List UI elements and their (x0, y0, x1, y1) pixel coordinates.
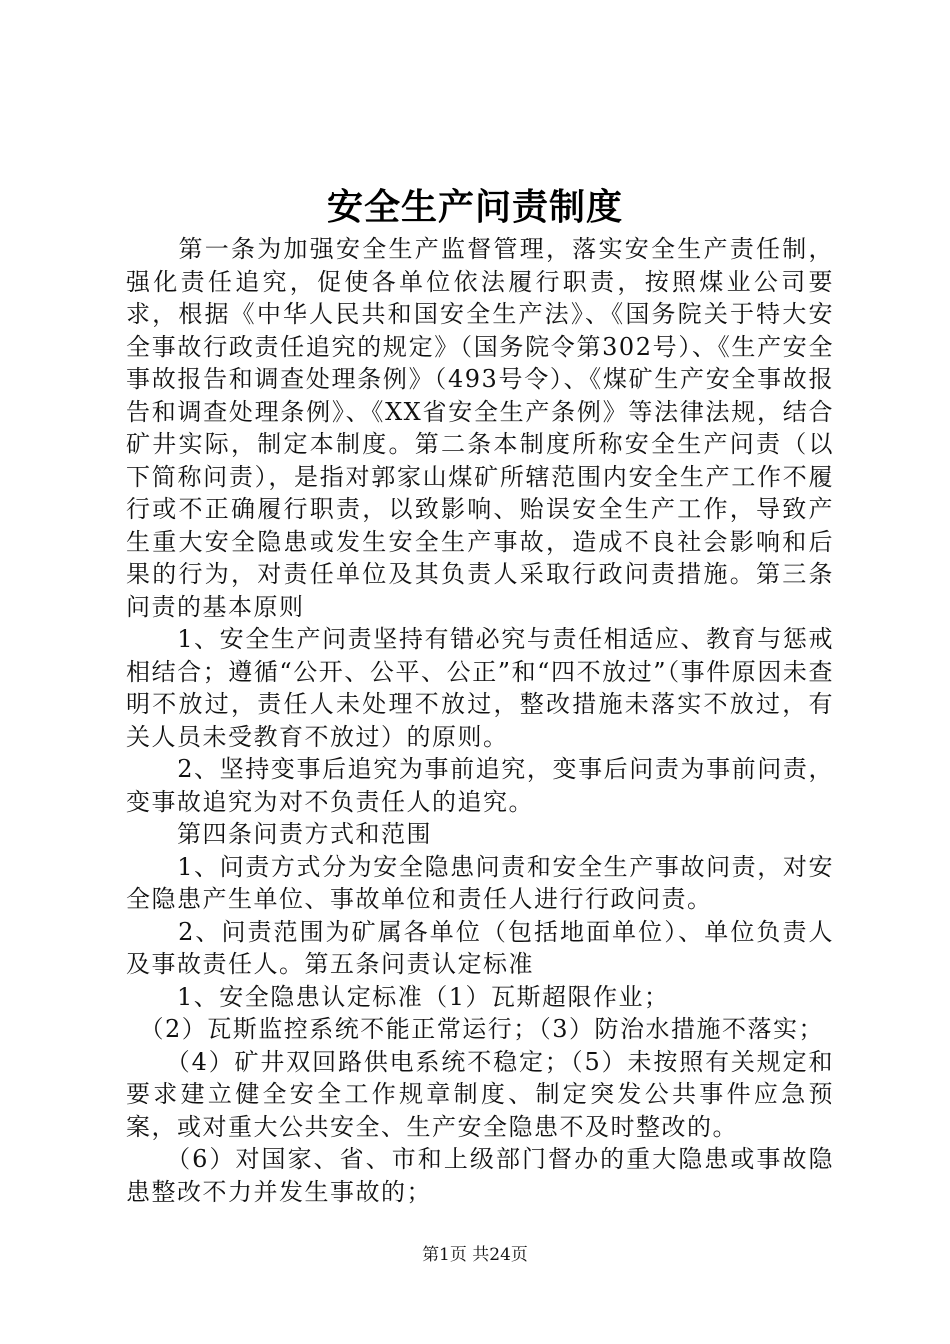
paragraph-standard-4-5: （4）矿井双回路供电系统不稳定；（5）未按照有关规定和要求建立健全安全工作规章制度、制定突发公共事件应急预案，或对重大公共安全、生产安全隐患不及时整改的。 (126, 1047, 834, 1141)
paragraph-principle-2: 2、坚持变事后追究为事前追究，变事后问责为事前问责，变事故追究为对不负责任人的追究。 (126, 755, 834, 816)
paragraph-article-1-3: 第一条为加强安全生产监督管理，落实安全生产责任制，强化责任追究，促使各单位依法履行职责，按照煤业公司要求，根据《中华人民共和国安全生产法》、《国务院关于特大安全事故行政责任追究的规定》（国务院令第302号）、《生产安全事故报告和调查处理条例》（493号令）、《煤矿生产安全事故报告和调查处理条例》、《XX省安全生产条例》等法律法规，结合矿井实际，制定本制度。第二条本制度所称安全生产问责（以下简称问责），是指对郭家山煤矿所辖范围内安全生产工作不履行或不正确履行职责，以致影响、贻误安全生产工作，导致产生重大安全隐患或发生安全生产事故，造成不良社会影响和后果的行为，对责任单位及其负责人采取行政问责措施。第三条问责的基本原则 (126, 235, 834, 621)
document-title: 安全生产问责制度 (326, 186, 623, 228)
document-body (126, 233, 834, 1208)
paragraph-scope-1: 1、问责方式分为安全隐患问责和安全生产事故问责，对安全隐患产生单位、事故单位和责任人进行行政问责。 (126, 852, 834, 913)
paragraph-article-4-heading: 第四条问责方式和范围 (126, 820, 432, 848)
paragraph-standard-1: 1、安全隐患认定标准（1）瓦斯超限作业； (126, 982, 670, 1011)
paragraph-standard-6: （6）对国家、省、市和上级部门督办的重大隐患或事故隐患整改不力并发生事故的； (126, 1145, 834, 1206)
page-number-footer: 第1页 共24页 (422, 1245, 528, 1265)
paragraph-principle-1: 1、安全生产问责坚持有错必究与责任相适应、教育与惩戒相结合；遵循“公开、公平、公正”和“四不放过”（事件原因未查明不放过，责任人未处理不放过，整改措施未落实不放过，有关人员未受教育不放过）的原则。 (126, 625, 834, 751)
paragraph-standard-2-3: （2）瓦斯监控系统不能正常运行；（3）防治水措施不落实； (126, 1015, 825, 1043)
paragraph-scope-2: 2、问责范围为矿属各单位（包括地面单位）、单位负责人及事故责任人。第五条问责认定标准 (126, 917, 834, 978)
